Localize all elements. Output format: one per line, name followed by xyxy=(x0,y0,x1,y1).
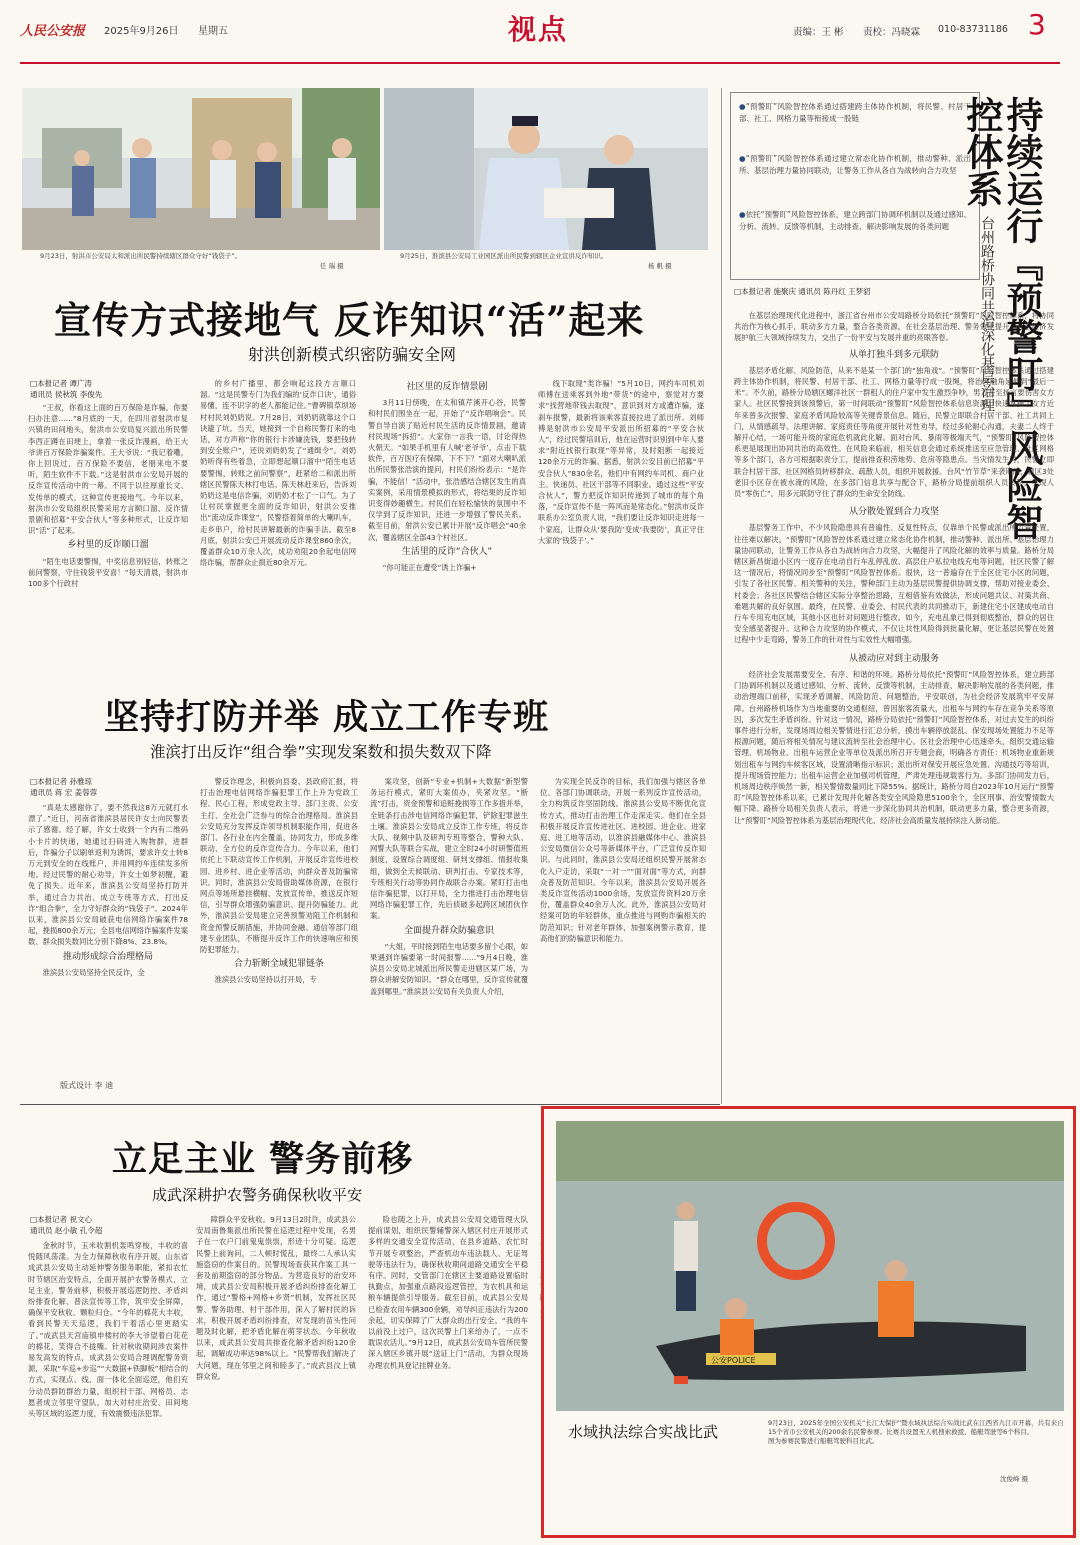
story3-col-1: 金秋时节，玉米收割机轰鸣穿梭，丰收的喜悦随风荡漾。为全力保障秋收有序开展，山东省成武县公安局主动延伸警务服务职能，紧扣农忙时节辖区治安特点，全面开展护农警务模式，立足主业，警务前移，积极开展巡逻防控、矛盾纠纷排查化解、普法宣传等工作，筑牢安全屏障，确保平安秋收、颗粒归仓。“今年的棉花大丰收，看到民警天天巡逻，我们干着活心里更踏实了。”成武县天宫庙镇申楼村的李大爷望着白花花的棉花，笑得合不拢嘴。针对秋收期间涉农案件易发高发的特点，成武县公安局合理调配警务资源，采取“车巡+步巡”“大数据+铁脚板”相结合的方式，实现点、线、面一体化全面巡逻，他们充分动员群防群治力量，组织村干部、网格员、志愿者成立邻里守望队，加大对村庄治安、田间地头等区域的巡逻力度，有效震慑违法犯罪。 xyxy=(28,1241,188,1419)
issue-weekday: 星期五 xyxy=(198,26,228,37)
bullet-dot-icon: ● xyxy=(739,210,746,219)
story1-headline: 宣传方式接地气 反诈知识“活”起来 xyxy=(54,298,645,342)
story3-byline: □本报记者 祝文心 通讯员 赵小敏 孔令超 xyxy=(30,1215,103,1235)
feature-photo-title: 水域执法综合实战比武 xyxy=(568,1423,719,1441)
story3-subhead: 成武深耕护农警务确保秋收平安 xyxy=(152,1186,363,1204)
right-section-title-1: 从单打独斗到多元联防 xyxy=(848,349,939,360)
story2-col-1: “真是太感谢你了，要不然我这8万元就打水漂了。”近日，河南省淮滨县居民许女士向民警表示了感谢。经了解，许女士收到一个内有二维码小卡片的快递，她通过扫码进入购物群，进群后，诈骗分子以刷单返利为诱饵，要求许女士转8万元到安全的在线账户，并用网约车连续发多所地。经过民警的耐心劝导，许女士如梦初醒，避免了损失。近年来，淮滨县公安局坚持打防并举，通过合力共治、成立专班等方式，打出反诈“组合拳”，全力守好群众的“钱袋子”。2024年以来，淮滨县公安局破获电信网络诈骗案件78起，挽损800余万元；全县电信网络诈骗案件发案数、群众损失数同比分别下降8%、23.8%。 推动形成综合治理格局 淮滨县公安局坚持全民反诈，全 xyxy=(28,803,188,977)
story1-col-2: 的乡村广播里，都会响起这段方言顺口溜。“这是民警专门为我们编的‘反诈口诀’，通俗易懂，连不识字的老人都能记住。”曹碑镇草坝场村村民刘奶奶说。7月28日，刘奶奶就靠这个口诀避了坑。当天，她接到一个自称民警打来的电话，对方声称“你的银行卡涉嫌洗钱，要把钱转到安全账户”，还说刘奶奶发了“通缉令”。刘奶奶听得有些着急，立即想起顺口溜中“陌生电话要警惕，转账之前问警察”，赶紧给二和派出所辖区民警陈天林打电话。陈天林赶来后，告诉刘奶奶这是电信诈骗，刘奶奶才松了一口气。为了让村民掌握更全面的反诈知识，射洪公安推出“流动反诈课堂”，民警搭着简单的大喇叭车，走乡串户，给村民讲解最新的诈骗手法。截至8月底，射洪公安已开展流动反诈课堂860余次，覆盖群众10万余人次，成功劝阻20余起电信网络诈骗，帮群众止损近80余万元。 xyxy=(200,379,356,568)
summary-bullet: ●“预警盯”风险智控体系通过搭建跨主体协作机制，将民警、村居干部、社工、网格力量等衔接成一股链 xyxy=(739,102,971,123)
issue-date: 2025年9月26日 xyxy=(104,26,179,37)
section-title: 视点 xyxy=(508,13,569,46)
right-story-summary xyxy=(730,92,980,280)
summary-bullet: ●“预警盯”风险智控体系通过建立常态化协作机制，推动警种、派出所、基层治理力量协同联动，让警务工作从各自为战转向合力攻坚 xyxy=(739,154,971,175)
story1-col-4: 线下取现”类诈骗！”5月10日，网约车司机刘师傅在送乘客到外地“带货”的途中，察觉对方要求“找营地带钱去取现”，意识到对方或遭诈骗，遂刹车报警，最新将该乘客直接拉进了派出所。刘师傅是射洪市公安局平安派出所招募的“平安合伙人”，经过民警培训后，他在运营时识别到中年人要求“附近找银行取现”等异常，及时阻断一起接近120余万元的诈骗。据悉，射洪公安目前已招募“平安合伙人”830余名，他们中有网约车司机、商户业主、快递员、社区干部等不同职业。通过这些“平安合伙人”，警方把反诈知识传递到了城市的每个角落，“反诈宣传不是一阵风而是常态化。”射洪市反诈联系办公室负责人说，“我们要让反诈知识走进每一个家庭，让群众从‘要我防’变成‘我要防’，真正守住大家的‘钱袋子’。” xyxy=(538,379,704,545)
story2-headline: 坚持打防并举 成立工作专班 xyxy=(104,697,550,738)
summary-bullet: ●依托“预警盯”风险智控体系，建立跨部门协调环机制以及通过感知、分析、流转、反馈等机制，主动排查、解决影响发展的各类问题 xyxy=(739,210,971,231)
top-right-photo-caption: 9月25日，淮滨县公安局工业园区派出所民警到辖区企业宣讲反诈知识。 xyxy=(400,252,608,260)
column-rule xyxy=(721,88,722,1104)
masthead xyxy=(20,8,1060,52)
feature-photo xyxy=(556,1121,1064,1411)
photo-sheshong-police xyxy=(22,88,380,250)
story3-col-2: 障群众平安秋收。9月13日2时许，成武县公安局南鲁集派出所民警在巡逻过程中发现，名男子在一农户门前鬼鬼祟祟，形迹十分可疑。巡逻民警上前询问，二人顿时慌乱，最终二人承认实施盗窃的作案目的。民警现场查获其作案工具一套及前期盗窃的部分物品。为营造良好的治安环境，成武县公安局积极开展矛盾纠纷排查化解工作，通过“警格+网格+乡贤”机制，发挥社区民警、警务助理、村干部作用，深入了解村民的诉求，积极开展矛盾纠纷排查，对发现的苗头性问题及时化解，把矛盾化解在萌芽状态。今年秋收以来，成武县公安局共排查化解矛盾纠纷120余起，调解成功率达98%以上。“民警帮我们解决了大问题，现在邻里之间和睦多了。”成武县汶上镇群众说。 xyxy=(196,1215,356,1381)
bottom-section-rule xyxy=(20,1104,720,1105)
right-story-body: 在基层治理现代化进程中，浙江省台州市公安局路桥分局依托“预警盯”风险智控体系，将协同共治作为核心抓手，联动多方力量，整合各类资源，在社会基层治理、警务效能提升、社会经济发展护航三大领域持续发力，交出了一份平安与发展并重的亮眼答卷。 从单打独斗到多元联防 基层矛盾化解、风险防范，从来不是某一个部门的“独角戏”。“预警盯”风险智控体系通过搭建跨主体协作机制，将民警、村居干部、社工、网格力量等拧成一股绳，将治理触角延伸到“最后一米”。不久前，路桥分局辖区螺洋社区一群租人的住户家中发生激烈争吵，男方甚至扬言要伤害女方家人。社区民警接到该预警后，第一时间联动“预警盯”风险智控体系信息资源，快速掌握了女方近年来曾多次报警、家庭矛盾风险较高等关键背景信息。随后，民警立即联合村居干部、社工共同上门，从情感疏导、法理讲解、家庭责任等角度开展针对性劝导，经过多轮耐心沟通，夫妻二人终于解开心结，一场可能升级的家庭危机就此化解。面对台风、暴雨等极端天气，“预警盯”风险智控体系更是展现出协同共治的高效性。在风险来临前，相关信息会通过系统推送至应急管理、社区网格等多个部门，各方可根据职责分工，提前排查积涝地势、危房等隐患点。当灾情发生时，民警立即联合村居干部、社区网格员转移群众、疏散人员，组织开展救援。台风“竹节草”来袭期间，辖区3处老旧小区存在被水淹的风险，在多部门信息共享与配合下，路桥分局提前组织人员转移，实现人员“零伤亡”，用多元联防守住了群众的生命安全防线。 从分散处置到合力攻坚 基层警务工作中，不少风险隐患具有普遍性、反复性特点，仅靠单个民警或派出所力量处置，往往难以解决。“预警盯”风险智控体系通过建立常态化协作机制，推动警种、派出所、基层治理力量协同联动，让警务工作从各自为战转向合力攻坚，大幅提升了风险化解的效率与质量。路桥分局辖区新昌街道小区内一度存在电动自行车乱停乱放、高层住户私拉电线充电等问题，社区民警了解这一情况后，将情况同步至“预警盯”风险智控体系。很快，这一普遍存在于全区住宅小区的问题，引发了各社区民警、相关警种的关注，警种部门主动为基层民警提供协调支撑，帮助对接业委会、村委会；各社区民警结合辖区实际分享整治思路，互相借鉴有效做法，形成问题共议、对策共商、难题共解的良好氛围。最终，在民警、业委会、村民代表的共同推动下，新建住宅小区建成电动自行车专用充电区域，其他小区也针对问题进行整改。如今，充电乱象已得到彻底整治，群众的居住安全感显著提升。这种合力攻坚的协作模式，不仅让共性风险得到批量化解，更让基层民警在处置过程中少走弯路，警务工作的针对性与实效性大幅增强。 从被动应对到主动服务 经济社会发展需要安全、有序、和谐的环境。路桥分局依托“预警盯”风险智控体系，建立跨部门协调环机制以及通过感知、分析、流转、反馈等机制，主动排查、解决影响发展的各类问题，推动治理端口前移，实现矛盾调解、风险防范、问题整治、平安联创，为社会经济发展筑牢平安屏障。台州路桥机场作为当地重要的交通枢纽，曾因旅客流量大，出租车与网约车存在竞争关系等原因，多次发生矛盾纠纷。针对这一情况，路桥分局依托“预警盯”风险智控体系，对过去发生的纠纷事件进行分析，发现场周边相关警情进行汇总分析，摸出车辆停放混乱、保安现场处置能力不足等根源问题，随后将相关情况与建议流转至社会治理中心。区社会治理中心迅速牵头，组织交通运输管理、机场物业、出租车运营企业等单位及派出所召开专题会商，明确各方责任：机场物业重新规划出租车与网约车候客区域，设置清晰指示标识；派出所对保安开展应急处置、沟通技巧等培训，提升现场管控能力；出租车运营企业加强司机管理，严肃处理违规载客行为。多部门协同发力后，机场周边秩序焕然一新，相关警情数量同比下降55%。据统计，路桥分局自2023年10月运行“预警盯”风险智控体系以来，已累计发现并化解各类安全风险隐患5100余个，全区刑事、治安警情数大幅下降。路桥分局相关负责人表示，将进一步深化协同共治机制，联动更多力量，整合更多资源，让“预警盯”风险智控体系为基层治理现代化、经济社会高质量发展持续注入新动能。 xyxy=(734,311,1054,825)
story2-col-2: 警反诈理念，积极向县委、县政府汇报，将打击治理电信网络诈骗犯罪工作上升为党政工程、民心工程，形成党政主导、部门主责、公安主打、全社会广泛参与的综合治理格局。淮滨县公安局充分发挥反诈领导机制职能作用，促进各部门、各行业在内全覆盖，协同发力，形成多维联动、全方位的反诈宣传合力。今年以来，他们依托上下联动宣传工作机制，开展反诈宣传进校园、进乡村、进企业等活动，向群众普及防骗常识。同时，淮滨县公安局借助媒体资源，在银行网点等场所悬挂横幅、发放宣传单，推送反诈短信，引导群众增强防骗意识、提升防骗能力。此外，淮滨县公安局建立完善预警劝阻工作机制和资金预警反制措施，并协同金融、通信等部门组建专业团队，不断提升反诈工作的快速响应和预防犯罪能力。 合力斩断全域犯罪链条 淮滨县公安局坚持以打开局，专 xyxy=(200,777,358,985)
feature-photo-caption: 9月23日，2025年全国公安机关“长江大保护”暨水域执法综合实战比武在江西省九江市开幕，共有来自15个省市公安机关的200余名民警参赛。比赛共设置无人机搜索救援、船艇驾驶等6个科目。 图为参赛民警进行船艇驾驶科目比武。 xyxy=(768,1419,1064,1445)
story3-col-3: 险也随之上升，成武县公安局交通管理大队提前谋划，组织民警辅警深入辖区村庄开展形式多样的交通安全宣传活动，在县乡道路、农忙时节开展专项整治，严查机动车违法载人、无证驾驶等违法行为，确保秋收期间道路交通安全平稳有序。同时，交管部门在辖区主要道路设置临时执勤点，加强重点路段巡逻管控，为农机具和运粮车辆提供引导服务。截至目前，成武县公安局已检查农用车辆300余辆，劝导纠正违法行为200余起，切实保障了广大群众的出行安全。“我的车以前没上过户，这次民警上门来给办了，一点不耽误农活儿。”9月12日，成武县公安局车管所民警深入辖区乡镇开展“送证上门”活动，为群众现场办理农机具登记挂牌业务。 xyxy=(368,1215,528,1370)
story2-subhead: 淮滨打出反诈“组合拳”实现发案数和损失数双下降 xyxy=(150,743,492,761)
right-section-title-2: 从分散处置到合力攻坚 xyxy=(848,507,939,518)
boat-label: 公安POLICE xyxy=(711,1356,756,1365)
newspaper-logo: 人民公安报 xyxy=(20,24,86,39)
story1-subhead: 射洪创新模式织密防骗安全网 xyxy=(248,345,457,364)
right-story-byline: □本报记者 施聚庆 通讯员 陈丹红 王梦貂 xyxy=(734,287,871,296)
photo-huaibin-police xyxy=(384,88,708,250)
editor-credit: 责编：王 彬 xyxy=(793,27,844,38)
top-left-photo-caption: 9月23日，射洪市公安局太和派出所民警持续辖区群众守好“钱袋子”。 xyxy=(40,252,242,260)
story2-byline: □本报记者 孙雅琼 通讯员 蒋 宏 姜蓉蓉 xyxy=(30,777,98,797)
page-number: 3 xyxy=(1028,8,1046,41)
right-story-headline: 持续运行『预警盯』风险智控体系 xyxy=(960,96,1044,540)
story1-byline: □本报记者 谭广涛 通讯员 侯秋筑 李俊先 xyxy=(30,379,103,399)
masthead-rule xyxy=(20,62,1060,64)
story1-col-3: 社区里的反诈情景剧 3月11日傍晚，在太和镇芹溪开心谷，民警和村民们围坐在一起，开始了“反诈唱响会”。民警自导自演了贴近村民生活的反诈情景剧，邀请村民现场“拆招”。大家你一言我一语，讨论得热火朝天。“如果手机里有人喊‘老爷爷’，点击下载软件，百万医疗有保障，下不下？”面对大喇叭派出所民警张浩演的提问，村民们纷纷表示：“是诈骗，不能信！”活动中，张浩感结合辖区发生的真实案例，采用情景模拟的形式，将结果的反诈知识变得妙趣横生。村民们在轻松愉快的氛围中不仅学到了反诈知识，还进一步增强了警民关系。截至目前，射洪公安已累计开展“反诈唱会”40余次，覆盖辖区全部43个村社区。 生活里的反诈“合伙人” “你可能正在遭受”诱上诈骗+ xyxy=(368,382,526,573)
story1-subtitle-3: 生活里的反诈“合伙人” xyxy=(401,546,493,557)
bullet-dot-icon: ● xyxy=(739,102,746,111)
story3-headline: 立足主业 警务前移 xyxy=(112,1139,414,1180)
proof-credit: 责校：冯晓霖 xyxy=(863,27,921,38)
bullet-dot-icon: ● xyxy=(739,154,746,163)
story1-subtitle-1: 乡村里的反诈顺口溜 xyxy=(67,540,149,551)
right-story-subhead: 台州路桥协同共治深化基层治理 xyxy=(979,216,995,412)
story2-col-4: 为实现全民反诈的目标，我们加强与辖区各单位、各部门协调联动，开展一系列反诈宣传活动，全力构筑反诈坚固防线。淮滨县公安局不断优化宣传方式，推动打击治理工作走深走实。他们在全县积极开展反诈宣传进社区、进校园、进企业、进家庭、进工地等活动，以淮滨县融媒体中心、淮滨县公安局微信公众号等新媒体平台，广泛宣传反诈知识。与此同时，淮滨县公安局还组织民警开展常态化入户走访，采取“一对一”“面对面”等方式，向群众普及防范知识。今年以来，淮滨县公安局开展各类反诈宣传活动1000余场，发放宣传资料20万余份，覆盖群众40余万人次。此外，淮滨县公安局对经案可防的年轻群体，重点推进与网购诈骗相关的防范知识；针对老年群体，加强案例警示教育，提高他们的防骗意识和能力。 xyxy=(540,777,706,943)
feature-photo-credit: 沈俊峰 摄 xyxy=(1000,1475,1029,1483)
story2-col-3: 案攻坚，创新“专业+机制+大数据”新型警务运行模式，紧盯大案侦办，夹紧攻坚。“断流”打击，资金预警和追赃挽损等工作多措并举，全链条打击涉电信网络诈骗犯罪，铲除犯罪滋生土壤。淮滨县公安局成立反诈工作专班，将反诈大队、视频中队及研判专班等整合，警种大队、网警大队等联合实战，建立全时24小时研警值班制度，设置综合调度组、研判支撑组、情报收集组，做到全天候联动、研判打击、专家技术等，专班相关行动等协同作战联合办案。紧盯打击电信诈骗犯罪，以打开局，全力推进打击治理电信网络诈骗犯罪工作，先后侦破多起跨区域团伙作案。 全面提升群众防骗意识 “大姐，平时接到陌生电话要多留个心眼，如果遇到诈骗要第一时间报警……”9月4日晚，淮滨县公安局北城派出所民警走进辖区某广场，为群众讲解安防知识。“群众在哪里，反诈宣传就覆盖到哪里。”淮滨县公安局有关负责人介绍， xyxy=(370,777,528,996)
story2-subtitle-1: 推动形成综合治理格局 xyxy=(62,951,153,962)
layout-credit: 版式设计 李 迪 xyxy=(60,1081,114,1090)
story1-col-1: “王叔，你看这上面的百万保险是诈骗，你要扫办注意……”8月底的一天，在四川省射洪市复兴镇的田间地头，射洪市公安局复兴派出所民警李西正蹲在田埂上，拿着一张反诈漫画，给王大爷讲百万保险诈骗案件。王大爷说：“我记着嘞，你上回说过，百万保险不要信，老朋来电不要听，陌生软件不下载。”这是射洪市公安局开展的反诈宣传活动中的一幕。不同于以往厚重长文、发传单的模式，这种宣传更接地气。今年以来，射洪市公安局组织民警采用方言顺口溜、反诈情景剧和招募“平安合伙人”等多种形式，让反诈知识“活”了起来。 乡村里的反诈顺口溜 “陌生电话要警惕，中奖信息别轻信，转账之前问警察，守住钱袋平安喜！”每天清晨，射洪市100多个行政村 xyxy=(28,403,188,589)
story2-subtitle-2: 合力斩断全域犯罪链条 xyxy=(233,959,324,970)
right-section-title-3: 从被动应对到主动服务 xyxy=(848,653,939,664)
top-left-photo-credit: 任 瑞 摄 xyxy=(320,262,344,270)
story2-subtitle-3: 全面提升群众防骗意识 xyxy=(403,925,494,936)
phone-number: 010-83731186 xyxy=(938,24,1008,35)
feature-photo-frame xyxy=(541,1106,1076,1538)
story1-subtitle-2: 社区里的反诈情景剧 xyxy=(406,382,488,392)
top-right-photo-credit: 杨 帆 摄 xyxy=(648,262,672,270)
